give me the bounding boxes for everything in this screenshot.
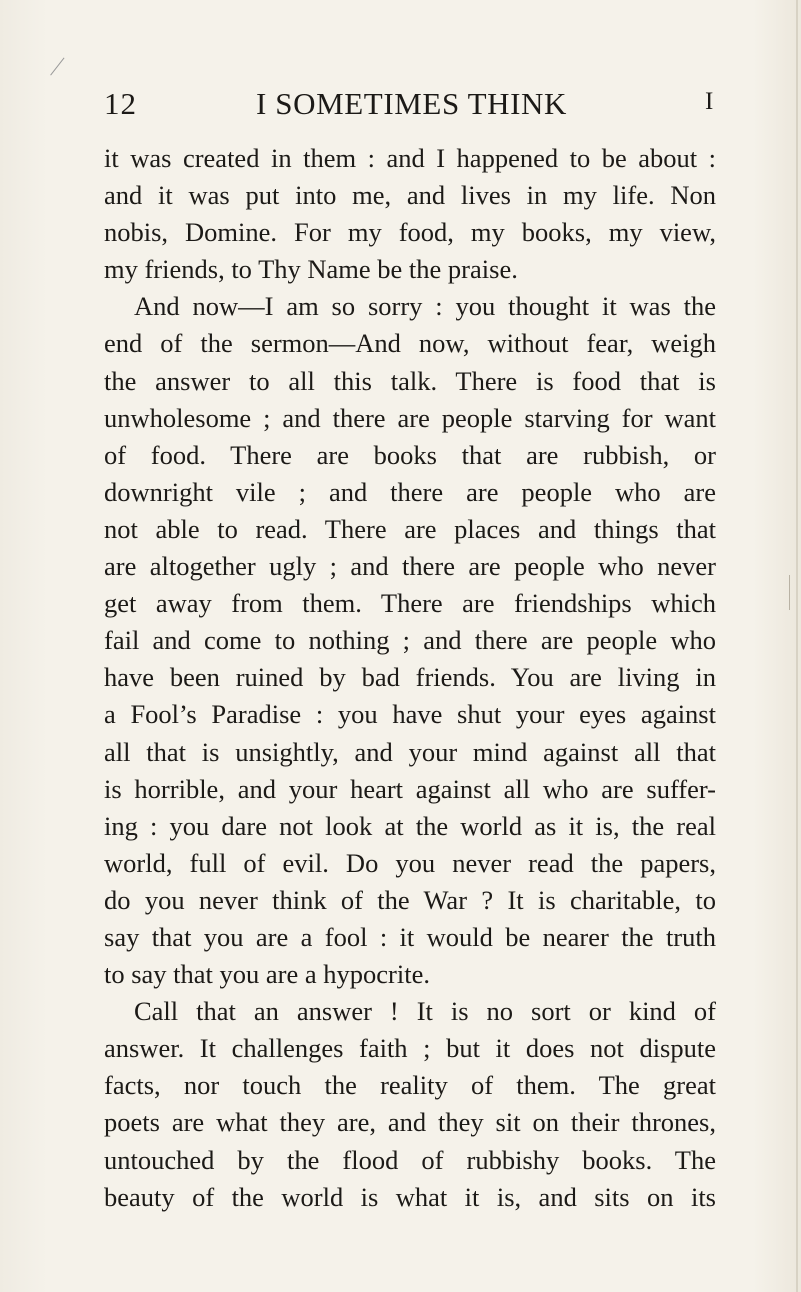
text-line: get away from them. There are friendships which [104,588,716,619]
text-line: unwholesome ; and there are people starving for want [104,402,716,433]
page-number: 12 [104,86,137,121]
margin-mark [789,575,790,610]
text-line: answer. It challenges faith ; but it does not dispute [104,1033,716,1064]
body-text [104,140,716,1216]
text-line: nobis, Domine. For my food, my books, my view, [104,217,716,248]
text-line: facts, nor touch the reality of them. The great [104,1070,716,1101]
text-line: to say that you are a hypocrite. [104,959,430,990]
text-line: downright vile ; and there are people who are [104,476,716,507]
text-line: of food. There are books that are rubbish, or [104,439,716,470]
text-line: And now—I am so sorry : you thought it was the [134,291,716,322]
text-line: poets are what they are, and they sit on their thrones, [104,1107,716,1138]
running-header [0,86,801,126]
text-line: Call that an answer ! It is no sort or kind of [134,996,716,1027]
pencil-mark [50,58,71,81]
text-line: world, full of evil. Do you never read the papers, [104,847,716,878]
text-line: is horrible, and your heart against all who are suffer- [104,773,716,804]
page-edge [796,0,798,1292]
text-line: ing : you dare not look at the world as it is, the real [104,810,716,841]
text-line: the answer to all this talk. There is food that is [104,365,716,396]
text-line: it was created in them : and I happened to be about : [104,143,716,173]
chapter-number: I [705,88,714,115]
text-line: beauty of the world is what it is, and sits on its [104,1181,716,1212]
running-title: I SOMETIMES THINK [256,86,568,121]
text-line: and it was put into me, and lives in my life. Non [104,180,716,211]
text-line: do you never think of the War ? It is charitable, to [104,884,716,915]
text-line: fail and come to nothing ; and there are people who [104,625,716,656]
text-line: are altogether ugly ; and there are people who never [104,551,716,582]
text-line: have been ruined by bad friends. You are living in [104,662,716,693]
text-line: all that is unsightly, and your mind against all that [104,736,716,767]
text-line: say that you are a fool : it would be nearer the truth [104,921,716,952]
text-line: untouched by the flood of rubbishy books. The [104,1144,716,1175]
text-line: not able to read. There are places and things that [104,513,716,544]
text-line: a Fool’s Paradise : you have shut your eyes against [104,699,716,730]
text-line: end of the sermon—And now, without fear, weigh [104,328,716,359]
text-line: my friends, to Thy Name be the praise. [104,254,518,285]
